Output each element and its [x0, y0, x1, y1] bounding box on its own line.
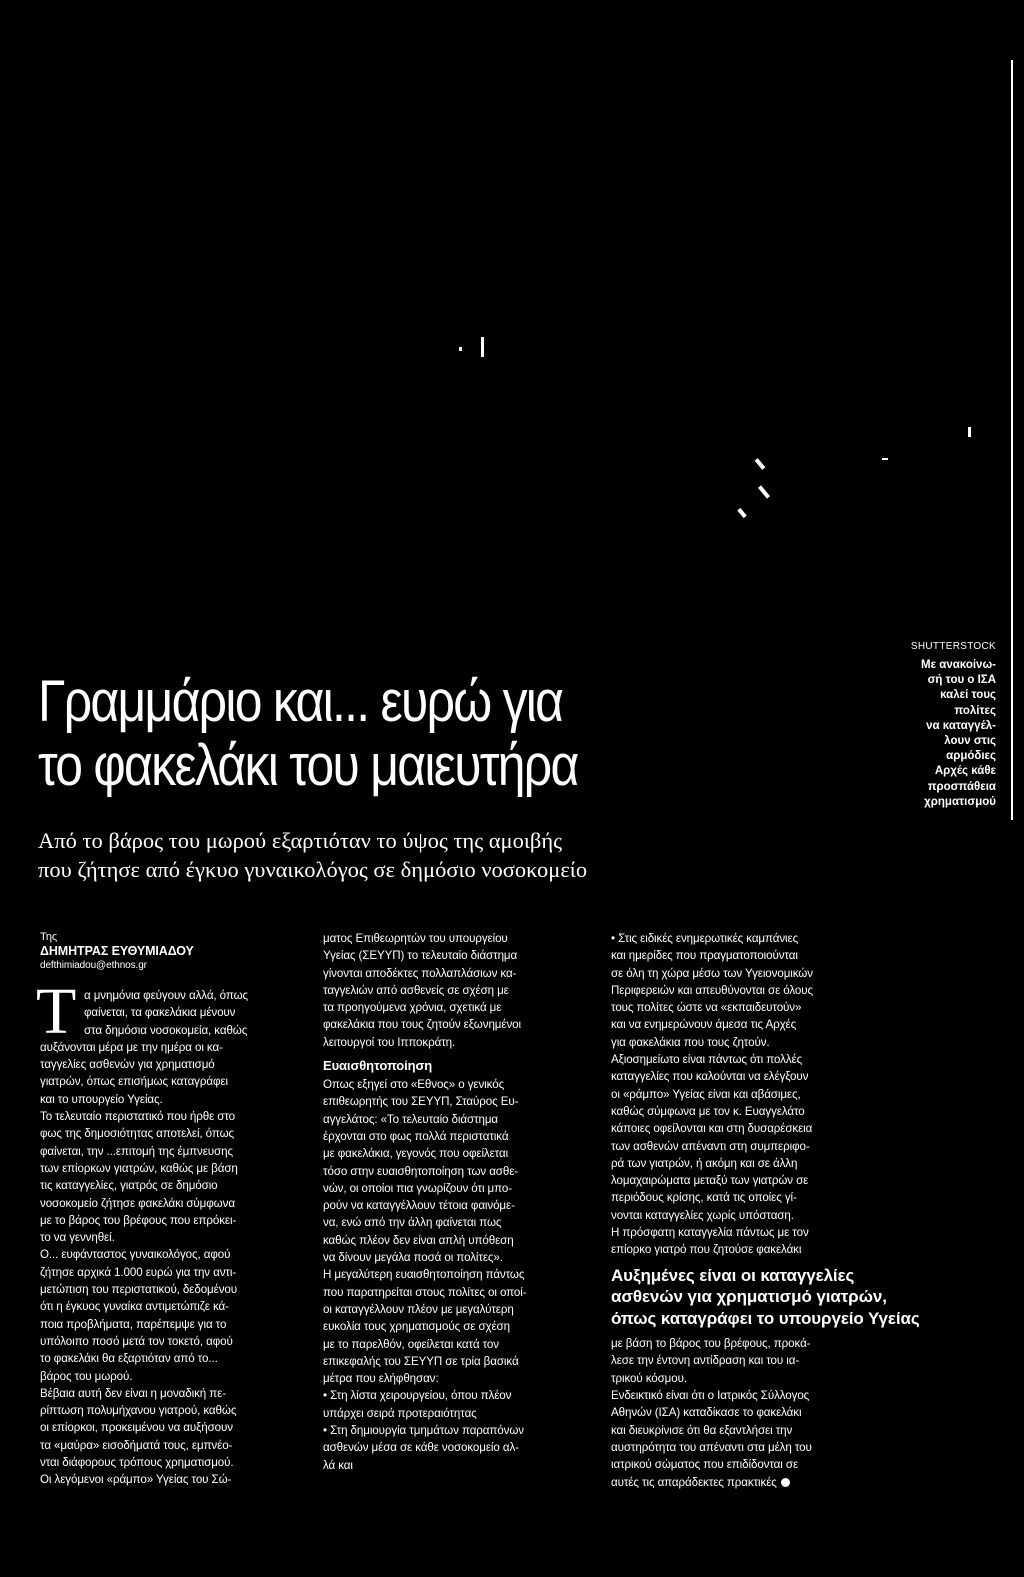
text-line: ρίπτωση πολυμήχανου γιατρού, καθώς [40, 1404, 237, 1418]
photo-speck [755, 458, 766, 470]
text-line: • Στις ειδικές ενημερωτικές καμπάνιες [611, 932, 799, 945]
text-line: λεσε την έντονη αντίδραση και του ια- [611, 1354, 800, 1368]
text-line: α μνημόνια φεύγουν αλλά, όπως [84, 989, 249, 1002]
text-line: επικεφαλής του ΣΕΥΥΠ σε τρία βασικά [323, 1354, 519, 1368]
text-line: των επίορκων γιατρών, καθώς με βάση [40, 1161, 238, 1175]
text-line: με το βάρος του βρέφους που επρόκει- [40, 1213, 237, 1227]
text-line: γίνονται αποδέκτες πολλαπλάσιων κα- [323, 966, 517, 980]
text-line: Η πρόσφατη καταγγελία πάντως με τον [611, 1226, 809, 1240]
column-3-body [611, 1335, 901, 1491]
subhead-line: που ζήτησε από έγκυο γυναικολόγος σε δημόσιο νοσοκομείο [38, 857, 588, 882]
column-3-top [611, 930, 901, 1259]
article-column-2 [323, 930, 588, 1474]
text-line: και ημερίδες που πραγματοποιούνται [611, 949, 798, 963]
text-line: Βέβαια αυτή δεν είναι η μοναδική πε- [40, 1386, 226, 1400]
text-line: υπάρχει σειρά προτεραιότητας [323, 1406, 477, 1420]
byline-prefix: Της [40, 931, 58, 943]
text-line: ζήτησε αρχικά 1.000 ευρώ για την αντι- [40, 1265, 237, 1279]
article-column-1 [36, 930, 305, 1489]
text-line: με το παρελθόν, οφείλεται κατά τον [323, 1337, 499, 1351]
byline-author: ΔΗΜΗΤΡΑΣ ΕΥΘΥΜΙΑΔΟΥ [40, 944, 194, 958]
text-line: να, ενώ από την άλλη φαίνεται πως [323, 1216, 502, 1230]
text-line: τα «μαύρα» εισοδήματά τους, εμπνέο- [40, 1438, 233, 1452]
text-line: • Στη λίστα χειρουργείου, όπου πλέον [323, 1389, 512, 1403]
article-headline [38, 670, 578, 798]
headline-line: Γραμμάριο και... ευρώ για [38, 669, 563, 734]
text-line: τους πολίτες ώστε να «εκπαιδευτούν» [611, 1001, 802, 1015]
text-line: ταγγελίες ασθενών για χρηματισμό [40, 1058, 215, 1072]
caption-line: Αρχές κάθε [934, 765, 996, 778]
drop-cap: Τ [36, 975, 77, 1048]
photo-speck [737, 508, 746, 518]
text-line: λά και [323, 1458, 353, 1472]
pull-quote-line: ασθενών για χρηματισμό γιατρών, [611, 1287, 887, 1307]
photo-speck [459, 347, 462, 351]
text-line: βάρος του μωρού. [40, 1369, 133, 1383]
text-line: οι καταγγέλλουν πλέον με μεγαλύτερη [323, 1302, 514, 1316]
text-line: ασθενών μέσα σε κάθε νοσοκομείο αλ- [323, 1441, 519, 1455]
text-line: λειτουργοί του Ιπποκράτη. [323, 1035, 456, 1049]
text-line: αυτές τις απαράδεκτες πρακτικές [611, 1474, 901, 1491]
text-line: ότι η έγκυος γυναίκα αντιμετώπιζε κά- [40, 1300, 229, 1314]
photo-border-line [1011, 60, 1013, 820]
text-line: τόσο στην ευαισθητοποίηση των ασθε- [323, 1164, 519, 1178]
text-line: φαίνεται, τα φακελάκια μένουν [84, 1006, 236, 1020]
article-subhead [38, 826, 587, 884]
headline-line: το φακελάκι του μαιευτήρα [38, 733, 578, 798]
subhead-line: Από το βάρος του μωρού εξαρτιόταν το ύψος της αμοιβής [38, 828, 563, 853]
caption-line: καλεί τους [940, 689, 996, 702]
caption-line: σή του ο ΙΣΑ [927, 674, 996, 687]
pull-quote-line: Αυξημένες είναι οι καταγγελίες [611, 1265, 855, 1285]
text-line: καθώς σύμφωνα με τον κ. Ευαγγελάτο [611, 1104, 805, 1118]
caption-line: αρμόδιες [946, 750, 996, 763]
text-line: αγγελάτος: «Το τελευταίο διάστημα [323, 1112, 499, 1126]
text-line: μέτρα που ελήφθησαν: [323, 1372, 439, 1386]
text-line: και το υπουργείο Υγείας. [40, 1092, 163, 1106]
photo-speck [481, 337, 484, 357]
section-subtitle: Ευαισθητοποίηση [323, 1058, 433, 1074]
end-of-article-bullet-icon [781, 1478, 790, 1487]
caption-line: χρηματισμού [924, 795, 996, 808]
text-line: Το τελευταίο περιστατικό που ήρθε στο [40, 1110, 236, 1124]
text-line: τα προηγούμενα χρόνια, σχετικά με [323, 1001, 502, 1015]
text-line: κάποιες οφείλονται και στη δυσαρέσκεια [611, 1122, 813, 1136]
text-line: με φακελάκια, γεγονός που οφείλεται [323, 1147, 509, 1161]
text-line: και να ενημερώνουν άμεσα τις Αρχές [611, 1018, 797, 1032]
text-line: το να γεννηθεί. [40, 1231, 115, 1245]
text-line: των ασθενών απέναντι στη συμπεριφο- [611, 1139, 810, 1153]
photo-speck [968, 427, 971, 437]
text-line: και διευκρίνισε ότι θα εξαντλήσει την [611, 1423, 793, 1437]
text-line: υπόλοιπο ποσό μετά τον τοκετό, αφού [40, 1334, 233, 1348]
text-line: καθώς πλέον δεν είναι απλή υπόθεση [323, 1233, 514, 1247]
text-line: Αξιοσημείωτο είναι πάντως ότι πολλές [611, 1053, 803, 1067]
photo-credit: SHUTTERSTOCK [910, 641, 996, 652]
text-line: για φακελάκια που τους ζητούν. [611, 1035, 770, 1049]
text-line: ταγγελιών από ασθενείς σε σχέση με [323, 983, 509, 997]
text-line: επίορκο γιατρό που ζητούσε φακελάκι [611, 1243, 802, 1257]
text-line: περιόδους κρίσης, κατά τις οποίες γί- [611, 1191, 797, 1205]
text-line: σε όλη τη χώρα μέσω των Υγειονομικών [611, 966, 813, 980]
text-line: ρούν να καταγγέλλουν τέτοια φαινόμε- [323, 1199, 515, 1213]
text-line: επιθεωρητής του ΣΕΥΥΠ, Σταύρος Ευ- [323, 1095, 519, 1109]
text-line: οι «ράμπο» Υγείας είναι και αβάσιμες, [611, 1087, 801, 1101]
photo-speck [882, 458, 888, 460]
caption-line: Με ανακοίνω- [921, 659, 996, 671]
caption-line: να καταγγέλ- [926, 719, 996, 732]
pull-quote [611, 1265, 920, 1330]
text-line: οι επίορκοι, προκειμένου να αυξήσουν [40, 1421, 233, 1435]
text-line: Ενδεικτικό είναι ότι ο Ιατρικός Σύλλογος [611, 1389, 810, 1403]
text-line: φως της δημοσιότητας αποτελεί, όπως [40, 1127, 235, 1141]
text-line: φαίνεται, την ...επιτομή της έμπνευσης [40, 1144, 233, 1158]
text-line: νών, οι οποίοι πια γνωρίζουν ότι μπο- [323, 1181, 512, 1195]
text-line: ιατρικού σώματος που επιδίδονται σε [611, 1458, 799, 1472]
text-line: γιατρών, όπως επισήμως καταγράφει [40, 1075, 228, 1089]
text-line: λομαχαιρώματα μεταξύ των γιατρών σε [611, 1174, 809, 1188]
text-line: καταγγελίες που καλούνται να ελέγξουν [611, 1070, 809, 1084]
pull-quote-line: όπως καταγράφει το υπουργείο Υγείας [611, 1308, 920, 1328]
column-2-body [323, 1076, 588, 1474]
text-line: ευκολία τους χρηματισμούς σε σχέση [323, 1320, 510, 1334]
text-line: με βάση το βάρος του βρέφους, προκά- [611, 1337, 811, 1351]
text-line: ρά των γιατρών, ή ακόμη και σε άλλη [611, 1156, 798, 1170]
text-line: Περιφερειών και απευθύνονται σε όλους [611, 983, 813, 997]
text-line: αυξάνονται μέρα με την ημέρα οι κα- [40, 1040, 223, 1054]
text-line: τις καταγγελίες, γιατρός σε δημόσιο [40, 1179, 218, 1193]
text-line: μετώπιση του περιστατικού, δεδομένου [40, 1283, 237, 1297]
caption-line: πολίτες [954, 704, 996, 717]
text-line: Υγείας (ΣΕΥΥΠ) το τελευταίο διάστημα [323, 949, 518, 963]
text-line: • Στη δημιουργία τμημάτων παραπόνων [323, 1424, 524, 1438]
text-line: ματος Επιθεωρητών του υπουργείου [323, 932, 508, 945]
text-line: Οπως εξηγεί στο «Εθνος» ο γενικός [323, 1078, 505, 1092]
text-line: νοσοκομείο ζήτησε φακελάκι σύμφωνα [40, 1196, 235, 1210]
photo-speck [758, 485, 770, 498]
text-line: Η μεγαλύτερη ευαισθητοποίηση πάντως [323, 1268, 525, 1282]
photo-caption [886, 658, 996, 810]
text-line: Αθηνών (ΙΣΑ) καταδίκασε το φακελάκι [611, 1406, 802, 1420]
text-line: Οι λεγόμενοι «ράμπο» Υγείας του Σώ- [40, 1473, 232, 1487]
byline-email: defthimiadou@ethnos.gr [40, 960, 147, 971]
text-line: ποια προβλήματα, παρέπεμψε για το [40, 1317, 227, 1331]
text-line: τρικού κόσμου. [611, 1371, 687, 1385]
text-line: αυστηρότητα του απέναντι στα μέλη του [611, 1440, 812, 1454]
text-line: που παρατηρείται στους πολίτες οι οποί- [323, 1285, 527, 1299]
text-line: στα δημόσια νοσοκομεία, καθώς [84, 1023, 248, 1037]
text-line: το φακελάκι θα εξαρτιόταν από το... [40, 1352, 218, 1366]
caption-line: προσπάθεια [927, 780, 996, 793]
column-2-top [323, 930, 588, 1051]
text-line: Ο... ευφάνταστος γυναικολόγος, αφού [40, 1248, 231, 1262]
text-line: φακελάκια που τους ζητούν εξωνημένοι [323, 1018, 521, 1032]
text-line: νται διάφορους τρόπους χρηματισμού. [40, 1456, 234, 1470]
text-line: έρχονται στο φως πολλά περιστατικά [323, 1129, 509, 1143]
article-column-3 [611, 930, 920, 1491]
text-line: να δίνουν μεγάλα ποσά οι πολίτες». [323, 1251, 503, 1265]
column-1-body [40, 1039, 305, 1489]
text-line: νονται καταγγελίες χωρίς υπόσταση. [611, 1208, 794, 1222]
caption-line: λουν στις [944, 735, 996, 748]
